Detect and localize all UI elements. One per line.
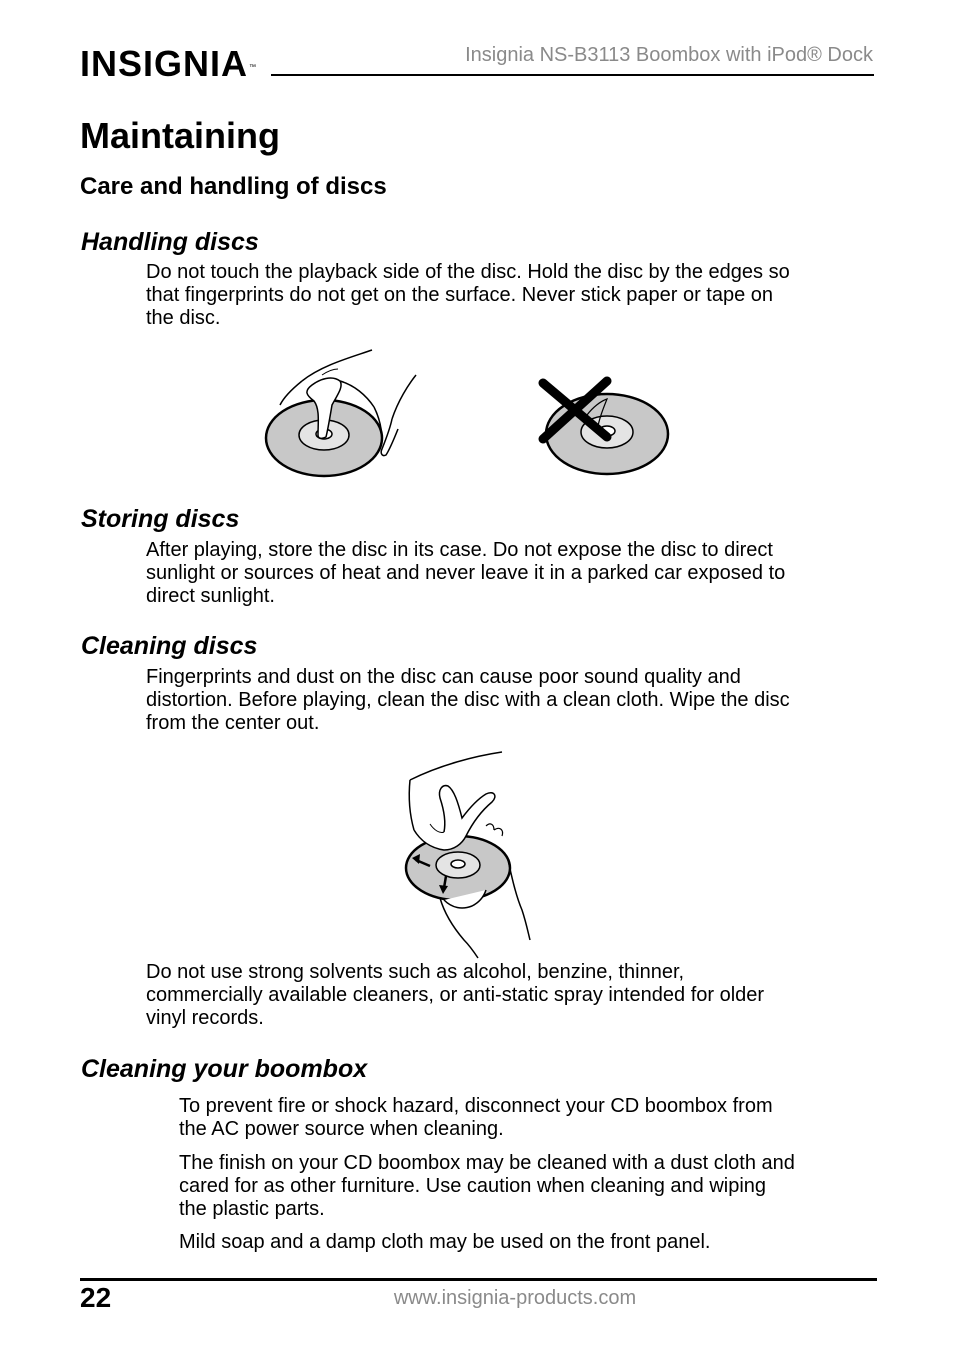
- disc-held-incorrectly-illustration: [535, 375, 680, 480]
- footer-url: www.insignia-products.com: [393, 1287, 637, 1309]
- cleaning-boombox-heading: Cleaning your boombox: [81, 1055, 368, 1083]
- handling-discs-heading: Handling discs: [81, 228, 259, 256]
- storing-discs-heading: Storing discs: [81, 505, 240, 533]
- boombox-finish-paragraph: The finish on your CD boombox may be cleaned with a dust cloth and cared for as other furniture. Use caution when cleaning and wiping the plastic parts.: [179, 1152, 795, 1220]
- handling-discs-paragraph: Do not touch the playback side of the disc. Hold the disc by the edges so that fingerprints do not get on the surface. Never stick paper or tape on the disc.: [146, 261, 790, 329]
- disc-wiping-illustration: [400, 750, 535, 960]
- cleaning-discs-paragraph: Fingerprints and dust on the disc can cause poor sound quality and distortion. Before playing, clean the disc with a clean cloth. Wipe the disc from the center out.: [146, 666, 790, 734]
- storing-discs-paragraph: After playing, store the disc in its case. Do not expose the disc to direct sunlight or sources of heat and never leave it in a parked car exposed to direct sunlight.: [146, 539, 786, 607]
- footer-rule: [80, 1278, 877, 1281]
- section-title: Care and handling of discs: [80, 173, 387, 200]
- insignia-logo: INSIGNIA™: [80, 43, 258, 84]
- solvent-warning-paragraph: Do not use strong solvents such as alcohol, benzine, thinner, commercially available cleaners, or anti-static spray intended for older vinyl records.: [146, 961, 765, 1029]
- header-rule: [271, 74, 874, 76]
- disc-held-by-edge-illustration: [262, 345, 422, 480]
- page-number: 22: [80, 1282, 112, 1313]
- document-title: Insignia NS-B3113 Boombox with iPod® Dock: [465, 44, 873, 66]
- boombox-safety-paragraph: To prevent fire or shock hazard, disconnect your CD boombox from the AC power source when cleaning.: [179, 1095, 773, 1140]
- boombox-soap-paragraph: Mild soap and a damp cloth may be used on the front panel.: [179, 1231, 711, 1253]
- cleaning-discs-heading: Cleaning discs: [81, 632, 258, 660]
- page-title: Maintaining: [80, 115, 280, 156]
